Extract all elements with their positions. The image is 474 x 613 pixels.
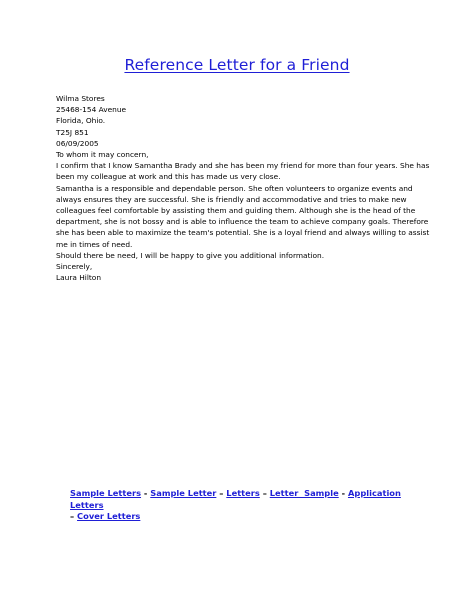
sender-name: Wilma Stores [56,94,105,103]
body-line: been my colleague at work and this has made us very close. [56,172,281,182]
sample-letters-link[interactable]: Sample Letters [70,488,142,498]
body-line: department, she is not bossy and is able to influence the team to achieve company goals. Therefore [56,217,429,227]
body-line: Samantha is a responsible and dependable person. She often volunteers to organize events and [56,183,413,193]
salutation: To whom it may concern, [56,150,149,160]
link-separator: – [70,511,78,521]
body-line: always ensures they are successful. She is friendly and accommodative and tries to make new [56,194,407,204]
sample-letter-link[interactable]: Sample Letter [150,488,217,498]
link-separator: - [141,488,151,498]
letter-sample-link[interactable]: Letter Sample [269,488,339,498]
footer-links [70,488,430,523]
link-separator: - [338,488,348,498]
cover-letters-link[interactable]: Cover Letters [77,511,141,521]
link-separator: – [216,488,227,498]
letter-date: 06/09/2005 [56,138,99,148]
body-line: me in times of need. [56,239,133,249]
application-letters-link[interactable]: Application Letters [70,488,401,510]
sender-street: 25468-154 Avenue [56,105,127,115]
body-line: she has been able to maximize the team's potential. She is a loyal friend and always willing to assist [56,228,430,238]
closing: Sincerely, [56,262,93,272]
body-line: colleagues feel comfortable by assisting them and guiding them. Although she is the head of the [56,206,416,216]
letter-body [56,93,430,283]
link-separator: – [259,488,270,498]
letters-link[interactable]: Letters [226,488,260,498]
sender-postal-code: T25J 851 [56,127,89,137]
body-line: Should there be need, I will be happy to give you additional information. [56,250,325,260]
signature-name: Laura Hilton [56,273,102,283]
body-line: I confirm that I know Samantha Brady and she has been my friend for more than four years. She has [56,161,430,171]
page-title: Reference Letter for a Friend [124,56,350,74]
sender-city: Florida, Ohio. [56,116,106,126]
